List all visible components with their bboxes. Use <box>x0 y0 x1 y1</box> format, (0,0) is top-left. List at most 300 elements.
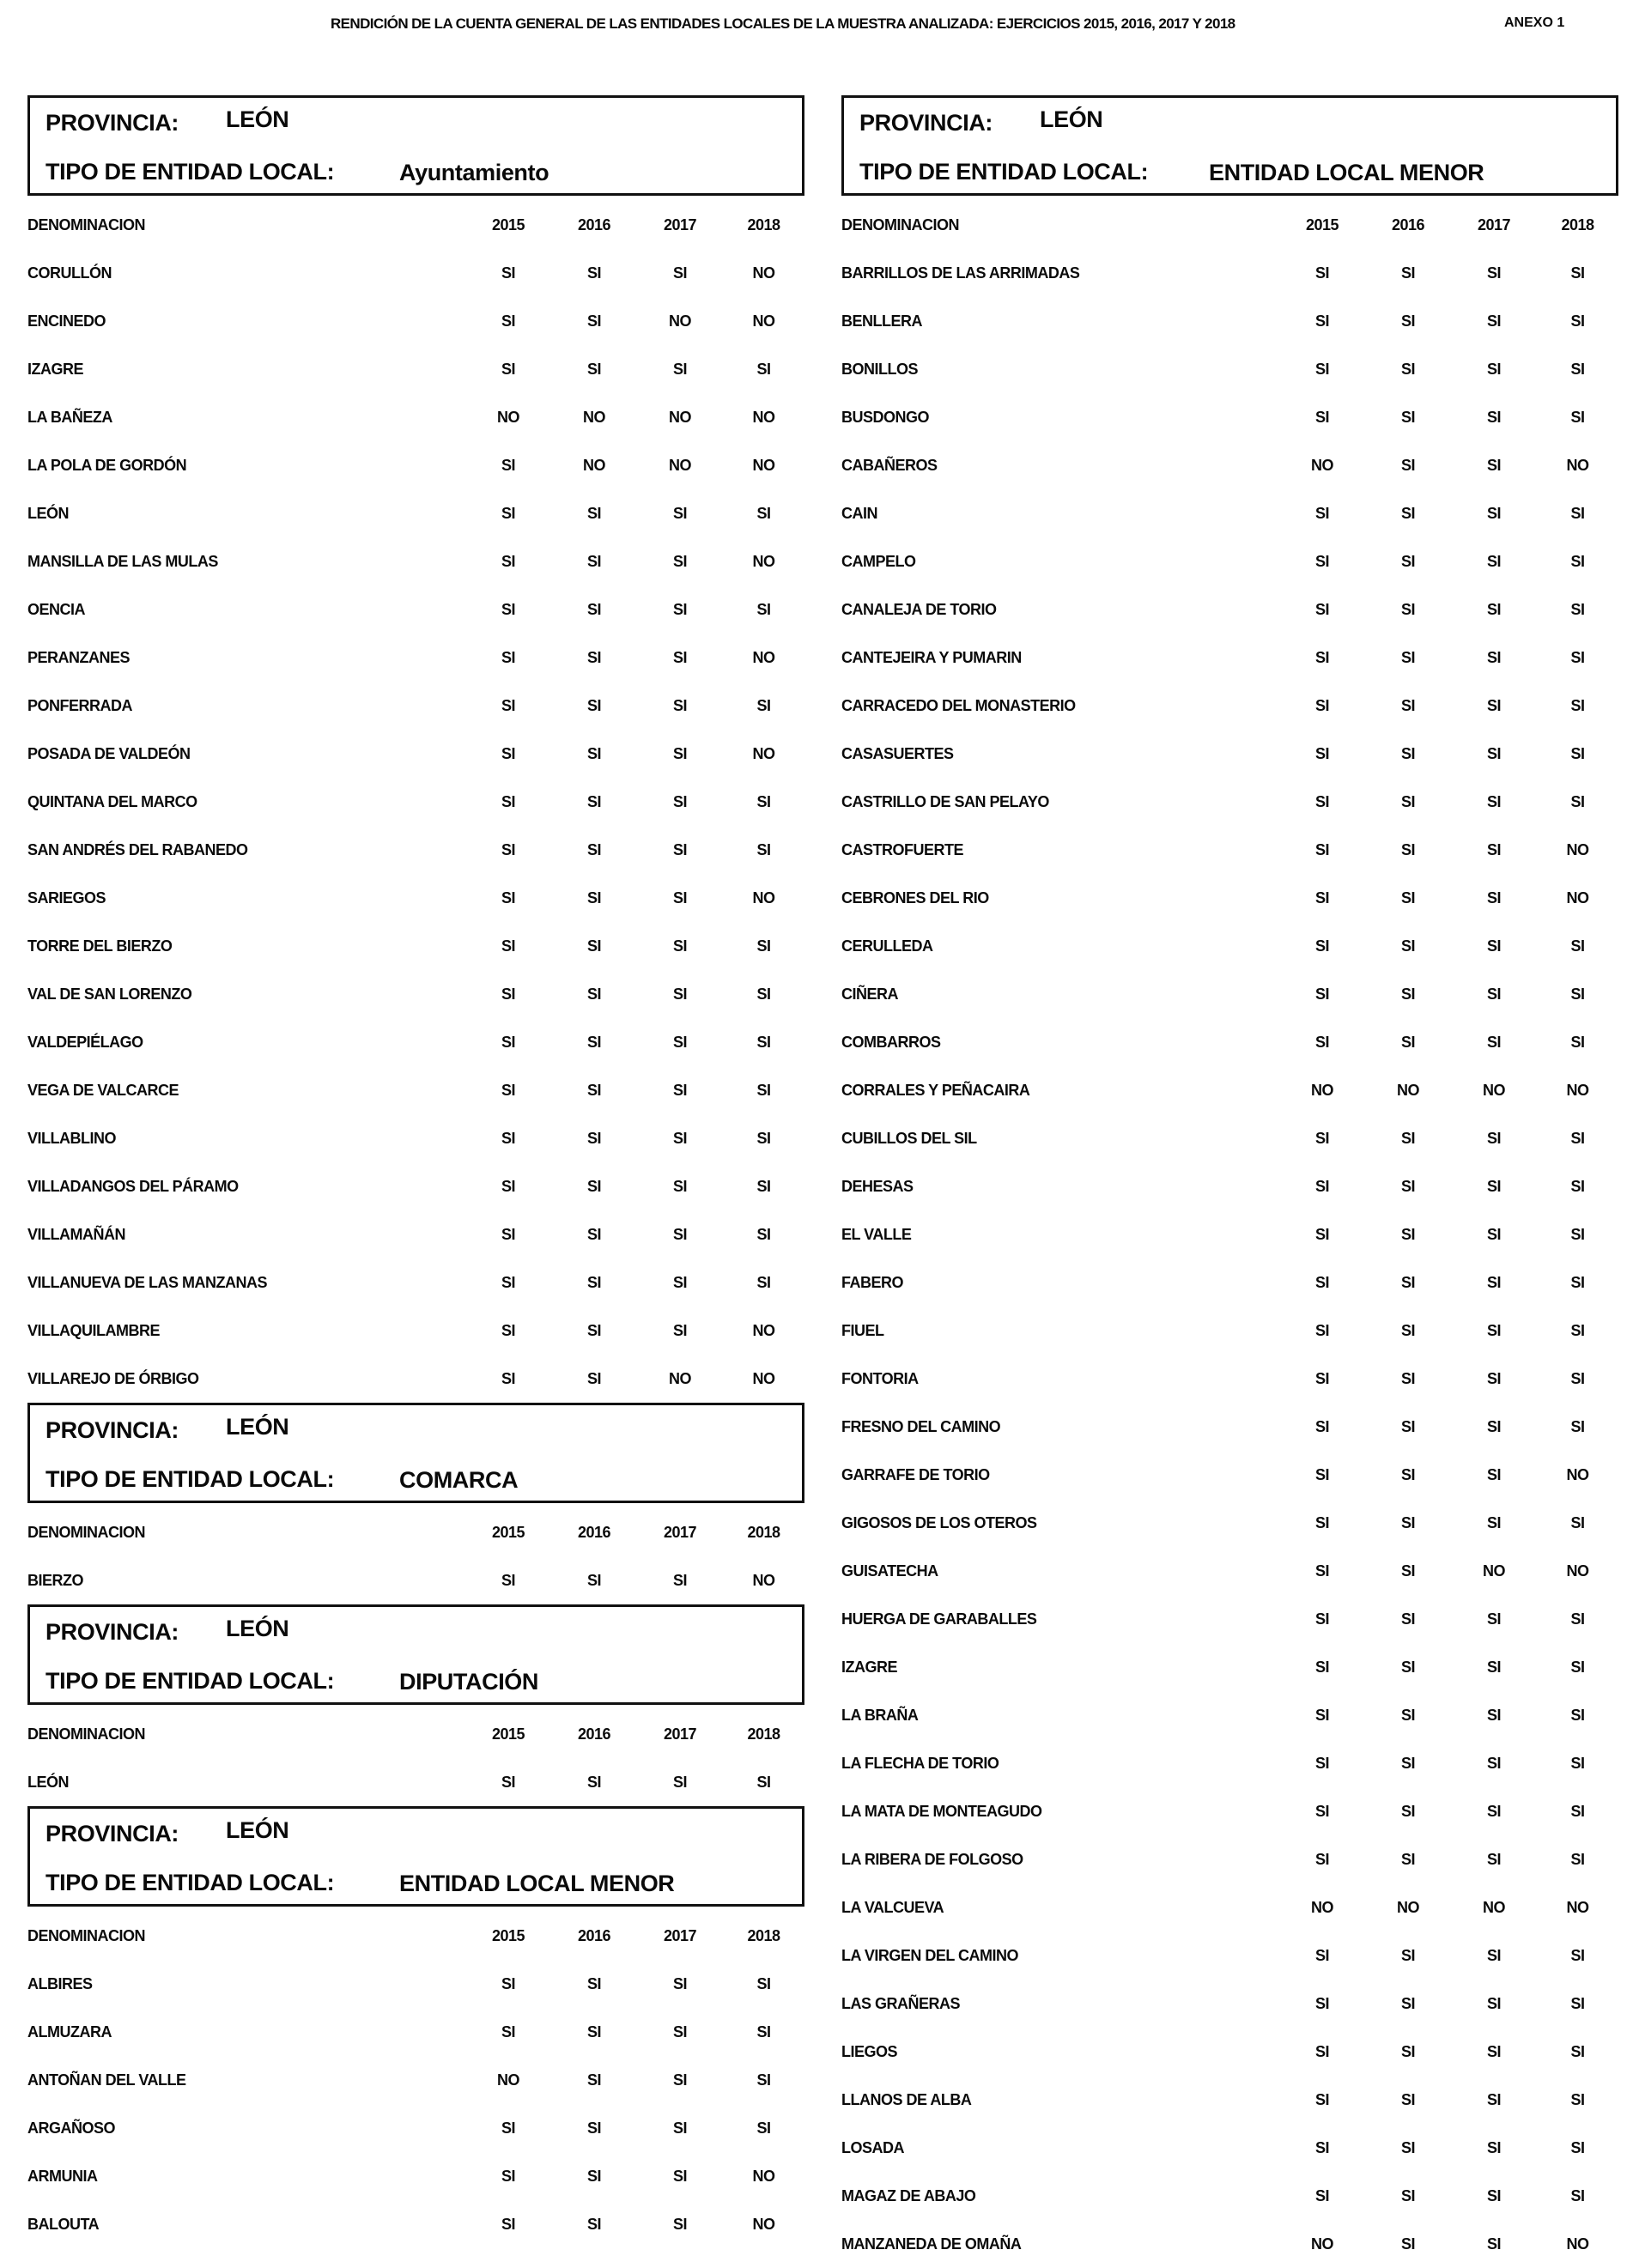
status-cell: SI <box>756 1033 771 1051</box>
status-cell: SI <box>1314 1754 1329 1772</box>
table-row <box>27 1114 804 1162</box>
status-cell: SI <box>501 504 515 522</box>
entity-name-cell: LIEGOS <box>841 2042 898 2060</box>
entity-name-cell: ENCINEDO <box>27 312 106 330</box>
table-row <box>841 1980 1618 2028</box>
status-cell: SI <box>1314 696 1329 714</box>
status-cell: SI <box>1570 2090 1585 2108</box>
entity-name-cell: LLANOS DE ALBA <box>841 2090 972 2108</box>
status-cell: SI <box>1486 1465 1501 1483</box>
status-cell: SI <box>1570 264 1585 282</box>
status-cell: SI <box>586 744 601 762</box>
status-cell: SI <box>1570 600 1585 618</box>
table-row <box>841 826 1618 874</box>
status-cell: SI <box>672 937 687 955</box>
status-cell: SI <box>501 2167 515 2185</box>
status-cell: SI <box>501 1129 515 1147</box>
status-cell: SI <box>1400 937 1415 955</box>
entity-name-cell: LA FLECHA DE TORIO <box>841 1754 999 1772</box>
table-row <box>841 682 1618 730</box>
table-row <box>27 2104 804 2152</box>
table-row <box>841 1547 1618 1595</box>
status-cell: SI <box>1570 312 1585 330</box>
status-cell: SI <box>672 888 687 907</box>
table-row <box>27 1018 804 1066</box>
status-cell: NO <box>1566 888 1589 907</box>
status-cell: SI <box>501 792 515 810</box>
status-cell: SI <box>586 2215 601 2233</box>
column-header-year: 2018 <box>747 1725 780 1743</box>
status-cell: SI <box>1486 744 1501 762</box>
status-cell: SI <box>1486 2042 1501 2060</box>
status-cell: SI <box>1570 2186 1585 2204</box>
status-cell: NO <box>1566 2235 1589 2253</box>
entity-name-cell: GIGOSOS DE LOS OTEROS <box>841 1513 1037 1531</box>
entity-name-cell: BALOUTA <box>27 2215 100 2233</box>
status-cell: SI <box>501 648 515 666</box>
status-cell: SI <box>1570 1850 1585 1868</box>
table-row <box>841 1451 1618 1499</box>
status-cell: SI <box>586 985 601 1003</box>
status-cell: SI <box>756 1273 771 1291</box>
table-row <box>27 297 804 345</box>
section-header-box <box>27 1806 804 1907</box>
status-cell: NO <box>752 2215 775 2233</box>
table-row <box>841 1691 1618 1739</box>
status-cell: SI <box>672 264 687 282</box>
status-cell: SI <box>1570 1513 1585 1531</box>
status-cell: SI <box>672 1273 687 1291</box>
status-cell: SI <box>586 1129 601 1147</box>
status-cell: SI <box>501 1273 515 1291</box>
status-cell: SI <box>501 1033 515 1051</box>
status-cell: SI <box>672 1033 687 1051</box>
table-row <box>841 537 1618 585</box>
entity-name-cell: VEGA DE VALCARCE <box>27 1081 179 1099</box>
status-cell: SI <box>1570 1754 1585 1772</box>
table-row <box>841 874 1618 922</box>
entity-name-cell: BENLLERA <box>841 312 922 330</box>
entity-name-cell: CANALEJA DE TORIO <box>841 600 997 618</box>
column-header-year: 2018 <box>747 1926 780 1944</box>
status-cell: SI <box>1400 1994 1415 2012</box>
status-cell: SI <box>501 1081 515 1099</box>
status-cell: NO <box>1311 1898 1333 1916</box>
entity-name-cell: OENCIA <box>27 600 86 618</box>
status-cell: SI <box>586 2119 601 2137</box>
entity-name-cell: LOSADA <box>841 2138 904 2156</box>
status-cell: SI <box>501 1177 515 1195</box>
status-cell: SI <box>1400 408 1415 426</box>
provincia-value: LEÓN <box>1040 106 1103 132</box>
status-cell: NO <box>752 2167 775 2185</box>
status-cell: SI <box>1314 2042 1329 2060</box>
status-cell: SI <box>1486 1417 1501 1435</box>
status-cell: SI <box>501 696 515 714</box>
status-cell: SI <box>1314 2138 1329 2156</box>
status-cell: SI <box>1314 1033 1329 1051</box>
tipo-entidad-value: Ayuntamiento <box>399 160 549 185</box>
status-cell: NO <box>752 456 775 474</box>
status-cell: SI <box>1486 312 1501 330</box>
status-cell: SI <box>1400 1562 1415 1580</box>
status-cell: NO <box>497 2071 519 2089</box>
table-row <box>841 1307 1618 1355</box>
status-cell: SI <box>1314 2186 1329 2204</box>
status-cell: SI <box>586 1081 601 1099</box>
status-cell: SI <box>1400 504 1415 522</box>
table-row <box>27 922 804 970</box>
entity-name-cell: VILLANUEVA DE LAS MANZANAS <box>27 1273 267 1291</box>
column-header-year: 2015 <box>491 1523 525 1541</box>
tipo-entidad-value: DIPUTACIÓN <box>399 1669 538 1695</box>
status-cell: SI <box>1400 2138 1415 2156</box>
provincia-value: LEÓN <box>226 106 289 132</box>
entity-name-cell: ALMUZARA <box>27 2022 112 2041</box>
table-row <box>841 2076 1618 2124</box>
table-row <box>841 441 1618 489</box>
status-cell: SI <box>501 840 515 858</box>
entity-name-cell: HUERGA DE GARABALLES <box>841 1610 1037 1628</box>
table-row <box>841 778 1618 826</box>
entity-name-cell: ARGAÑOSO <box>27 2119 116 2137</box>
status-cell: SI <box>586 888 601 907</box>
entity-name-cell: BIERZO <box>27 1571 84 1589</box>
table-row <box>841 249 1618 297</box>
status-cell: SI <box>1314 1177 1329 1195</box>
entity-name-cell: BARRILLOS DE LAS ARRIMADAS <box>841 264 1080 282</box>
column-header-year: 2016 <box>577 1926 611 1944</box>
status-cell: SI <box>1400 1610 1415 1628</box>
annex-label: ANEXO 1 <box>1504 15 1565 30</box>
status-cell: SI <box>672 696 687 714</box>
status-cell: SI <box>1400 792 1415 810</box>
entity-name-cell: EL VALLE <box>841 1225 912 1243</box>
status-cell: SI <box>586 312 601 330</box>
status-cell: NO <box>752 648 775 666</box>
left-column <box>27 95 804 2248</box>
entity-name-cell: LA BAÑEZA <box>27 408 112 426</box>
status-cell: NO <box>1566 1562 1589 1580</box>
column-header-denominacion: DENOMINACION <box>27 1523 145 1541</box>
status-cell: SI <box>1314 937 1329 955</box>
status-cell: SI <box>1314 1465 1329 1483</box>
status-cell: SI <box>1314 600 1329 618</box>
column-header-year: 2017 <box>663 1725 697 1743</box>
table-row <box>841 489 1618 537</box>
table-row <box>841 345 1618 393</box>
status-cell: SI <box>1400 1802 1415 1820</box>
status-cell: NO <box>1566 456 1589 474</box>
status-cell: SI <box>1486 408 1501 426</box>
status-cell: SI <box>1486 888 1501 907</box>
status-cell: SI <box>501 937 515 955</box>
column-header-year: 2016 <box>577 1523 611 1541</box>
column-header-year: 2018 <box>747 215 780 233</box>
status-cell: SI <box>756 2119 771 2137</box>
status-cell: SI <box>756 937 771 955</box>
status-cell: SI <box>1314 264 1329 282</box>
status-cell: SI <box>501 744 515 762</box>
table-header-row <box>27 201 804 249</box>
entity-name-cell: VALDEPIÉLAGO <box>27 1033 143 1051</box>
status-cell: SI <box>501 1321 515 1339</box>
status-cell: SI <box>1570 1033 1585 1051</box>
status-cell: NO <box>752 744 775 762</box>
status-cell: SI <box>586 264 601 282</box>
status-cell: SI <box>1486 792 1501 810</box>
status-cell: SI <box>1570 2042 1585 2060</box>
status-cell: SI <box>672 1225 687 1243</box>
status-cell: SI <box>501 1225 515 1243</box>
entity-name-cell: PERANZANES <box>27 648 131 666</box>
status-cell: SI <box>1314 985 1329 1003</box>
entity-name-cell: DEHESAS <box>841 1177 914 1195</box>
entity-name-cell: MANSILLA DE LAS MULAS <box>27 552 218 570</box>
status-cell: SI <box>1400 312 1415 330</box>
status-cell: SI <box>501 2215 515 2233</box>
tipo-entidad-label: TIPO DE ENTIDAD LOCAL: <box>859 159 1149 185</box>
entity-name-cell: ARMUNIA <box>27 2167 98 2185</box>
status-cell: SI <box>501 985 515 1003</box>
status-cell: SI <box>1314 744 1329 762</box>
status-cell: SI <box>586 600 601 618</box>
status-cell: SI <box>1314 1802 1329 1820</box>
table-row <box>27 1210 804 1258</box>
table-row <box>27 634 804 682</box>
status-cell: SI <box>586 1369 601 1387</box>
status-cell: SI <box>1570 744 1585 762</box>
status-cell: SI <box>756 1974 771 1992</box>
entity-name-cell: ANTOÑAN DEL VALLE <box>27 2071 186 2089</box>
status-cell: SI <box>1400 552 1415 570</box>
status-cell: SI <box>1400 1177 1415 1195</box>
table-row <box>841 1499 1618 1547</box>
entity-name-cell: CORULLÓN <box>27 264 112 282</box>
status-cell: NO <box>752 408 775 426</box>
table-header-row <box>841 201 1618 249</box>
status-cell: SI <box>756 1081 771 1099</box>
status-cell: NO <box>1397 1898 1419 1916</box>
status-cell: SI <box>1314 1129 1329 1147</box>
table-row <box>27 778 804 826</box>
status-cell: SI <box>756 360 771 378</box>
status-cell: SI <box>586 1225 601 1243</box>
table-row <box>841 2172 1618 2220</box>
status-cell: SI <box>1570 1706 1585 1724</box>
table-row <box>841 1355 1618 1403</box>
status-cell: SI <box>756 2071 771 2089</box>
entity-name-cell: GUISATECHA <box>841 1562 938 1580</box>
entity-name-cell: IZAGRE <box>841 1658 898 1676</box>
status-cell: SI <box>1486 360 1501 378</box>
status-cell: SI <box>1314 1946 1329 1964</box>
status-cell: SI <box>1314 1513 1329 1531</box>
status-cell: SI <box>1570 1177 1585 1195</box>
status-cell: NO <box>752 312 775 330</box>
status-cell: SI <box>501 888 515 907</box>
section-3 <box>27 1806 804 2248</box>
entity-name-cell: ALBIRES <box>27 1974 93 1992</box>
status-cell: SI <box>672 648 687 666</box>
entity-name-cell: SARIEGOS <box>27 888 106 907</box>
table-row <box>27 682 804 730</box>
status-cell: SI <box>1314 360 1329 378</box>
table-row <box>841 1066 1618 1114</box>
status-cell: SI <box>1486 1802 1501 1820</box>
status-cell: SI <box>756 504 771 522</box>
status-cell: SI <box>1570 648 1585 666</box>
status-cell: SI <box>1314 1658 1329 1676</box>
entity-name-cell: CASASUERTES <box>841 744 954 762</box>
table-row <box>27 2152 804 2200</box>
status-cell: SI <box>1314 408 1329 426</box>
status-cell: SI <box>1400 1706 1415 1724</box>
status-cell: SI <box>1400 600 1415 618</box>
status-cell: SI <box>672 552 687 570</box>
status-cell: SI <box>501 552 515 570</box>
status-cell: SI <box>1486 264 1501 282</box>
status-cell: SI <box>1314 1610 1329 1628</box>
status-cell: SI <box>1570 504 1585 522</box>
status-cell: SI <box>586 1177 601 1195</box>
provincia-value: LEÓN <box>226 1817 289 1843</box>
entity-name-cell: LEÓN <box>27 504 70 522</box>
status-cell: SI <box>1314 840 1329 858</box>
entity-name-cell: COMBARROS <box>841 1033 941 1051</box>
status-cell: SI <box>672 2119 687 2137</box>
status-cell: NO <box>1566 840 1589 858</box>
status-cell: NO <box>1566 1465 1589 1483</box>
section-table <box>27 1912 804 2248</box>
status-cell: SI <box>1486 696 1501 714</box>
status-cell: SI <box>586 792 601 810</box>
section-table <box>27 201 804 1403</box>
status-cell: SI <box>1314 1273 1329 1291</box>
entity-name-cell: LA VIRGEN DEL CAMINO <box>841 1946 1019 1964</box>
status-cell: SI <box>1314 1562 1329 1580</box>
table-row <box>841 970 1618 1018</box>
column-header-denominacion: DENOMINACION <box>27 215 145 233</box>
status-cell: NO <box>1566 1898 1589 1916</box>
column-header-year: 2015 <box>491 1725 525 1743</box>
status-cell: SI <box>1400 1033 1415 1051</box>
status-cell: SI <box>672 360 687 378</box>
status-cell: SI <box>1570 1802 1585 1820</box>
table-row <box>27 585 804 634</box>
status-cell: SI <box>672 840 687 858</box>
column-header-year: 2017 <box>663 215 697 233</box>
column-header-year: 2017 <box>663 1926 697 1944</box>
status-cell: SI <box>1570 1658 1585 1676</box>
status-cell: SI <box>1314 1417 1329 1435</box>
status-cell: SI <box>586 1974 601 1992</box>
status-cell: SI <box>1570 2138 1585 2156</box>
entity-name-cell: LAS GRAÑERAS <box>841 1994 961 2012</box>
table-row <box>841 1210 1618 1258</box>
status-cell: SI <box>1486 840 1501 858</box>
status-cell: SI <box>756 1177 771 1195</box>
status-cell: SI <box>586 1571 601 1589</box>
entity-name-cell: PONFERRADA <box>27 696 133 714</box>
status-cell: SI <box>501 1974 515 1992</box>
provincia-label: PROVINCIA: <box>46 1417 179 1443</box>
entity-name-cell: VILLAQUILAMBRE <box>27 1321 160 1339</box>
table-row <box>841 393 1618 441</box>
table-row <box>841 1162 1618 1210</box>
status-cell: SI <box>1486 2235 1501 2253</box>
status-cell: SI <box>1400 1273 1415 1291</box>
status-cell: SI <box>586 937 601 955</box>
column-header-year: 2017 <box>1477 215 1511 233</box>
entity-name-cell: FABERO <box>841 1273 904 1291</box>
entity-name-cell: CUBILLOS DEL SIL <box>841 1129 977 1147</box>
status-cell: SI <box>1400 1369 1415 1387</box>
status-cell: NO <box>1483 1081 1505 1099</box>
table-row <box>841 1739 1618 1787</box>
table-row <box>841 1643 1618 1691</box>
table-row <box>27 249 804 297</box>
section-1 <box>27 1403 804 1604</box>
status-cell: SI <box>756 600 771 618</box>
entity-name-cell: POSADA DE VALDEÓN <box>27 744 191 762</box>
entity-name-cell: VILLAREJO DE ÓRBIGO <box>27 1369 199 1387</box>
tipo-entidad-value: ENTIDAD LOCAL MENOR <box>399 1871 675 1896</box>
tipo-entidad-label: TIPO DE ENTIDAD LOCAL: <box>46 159 335 185</box>
table-row <box>841 1883 1618 1931</box>
table-row <box>27 1307 804 1355</box>
status-cell: NO <box>583 456 605 474</box>
tipo-entidad-label: TIPO DE ENTIDAD LOCAL: <box>46 1466 335 1492</box>
status-cell: SI <box>1570 1994 1585 2012</box>
tipo-entidad-value: COMARCA <box>399 1467 519 1493</box>
table-row <box>27 537 804 585</box>
status-cell: SI <box>501 1369 515 1387</box>
status-cell: SI <box>1400 1225 1415 1243</box>
entity-name-cell: LA VALCUEVA <box>841 1898 944 1916</box>
table-row <box>841 585 1618 634</box>
status-cell: NO <box>752 552 775 570</box>
status-cell: SI <box>1486 1369 1501 1387</box>
status-cell: SI <box>1314 888 1329 907</box>
status-cell: SI <box>1400 696 1415 714</box>
table-row <box>841 1018 1618 1066</box>
status-cell: NO <box>752 264 775 282</box>
document-title: RENDICIÓN DE LA CUENTA GENERAL DE LAS ENTIDADES LOCALES DE LA MUESTRA ANALIZADA: EJERCICIOS 2015, 2016, 2017 Y 2018 <box>331 15 1235 32</box>
status-cell: SI <box>1400 985 1415 1003</box>
tipo-entidad-label: TIPO DE ENTIDAD LOCAL: <box>46 1668 335 1694</box>
status-cell: NO <box>669 312 691 330</box>
entity-name-cell: MAGAZ DE ABAJO <box>841 2186 976 2204</box>
status-cell: SI <box>1570 408 1585 426</box>
table-row <box>27 1355 804 1403</box>
table-row <box>27 730 804 778</box>
entity-name-cell: CAMPELO <box>841 552 916 570</box>
column-header-year: 2016 <box>1391 215 1425 233</box>
status-cell: SI <box>1400 2090 1415 2108</box>
entity-name-cell: VILLADANGOS DEL PÁRAMO <box>27 1177 239 1195</box>
entity-name-cell: SAN ANDRÉS DEL RABANEDO <box>27 840 248 858</box>
status-cell: SI <box>1486 600 1501 618</box>
entity-name-cell: MANZANEDA DE OMAÑA <box>841 2235 1022 2253</box>
status-cell: SI <box>1486 456 1501 474</box>
entity-name-cell: CASTRILLO DE SAN PELAYO <box>841 792 1049 810</box>
entity-name-cell: GARRAFE DE TORIO <box>841 1465 990 1483</box>
section-4 <box>841 95 1618 2268</box>
table-row <box>841 1258 1618 1307</box>
entity-name-cell: VILLABLINO <box>27 1129 116 1147</box>
provincia-value: LEÓN <box>226 1616 289 1641</box>
